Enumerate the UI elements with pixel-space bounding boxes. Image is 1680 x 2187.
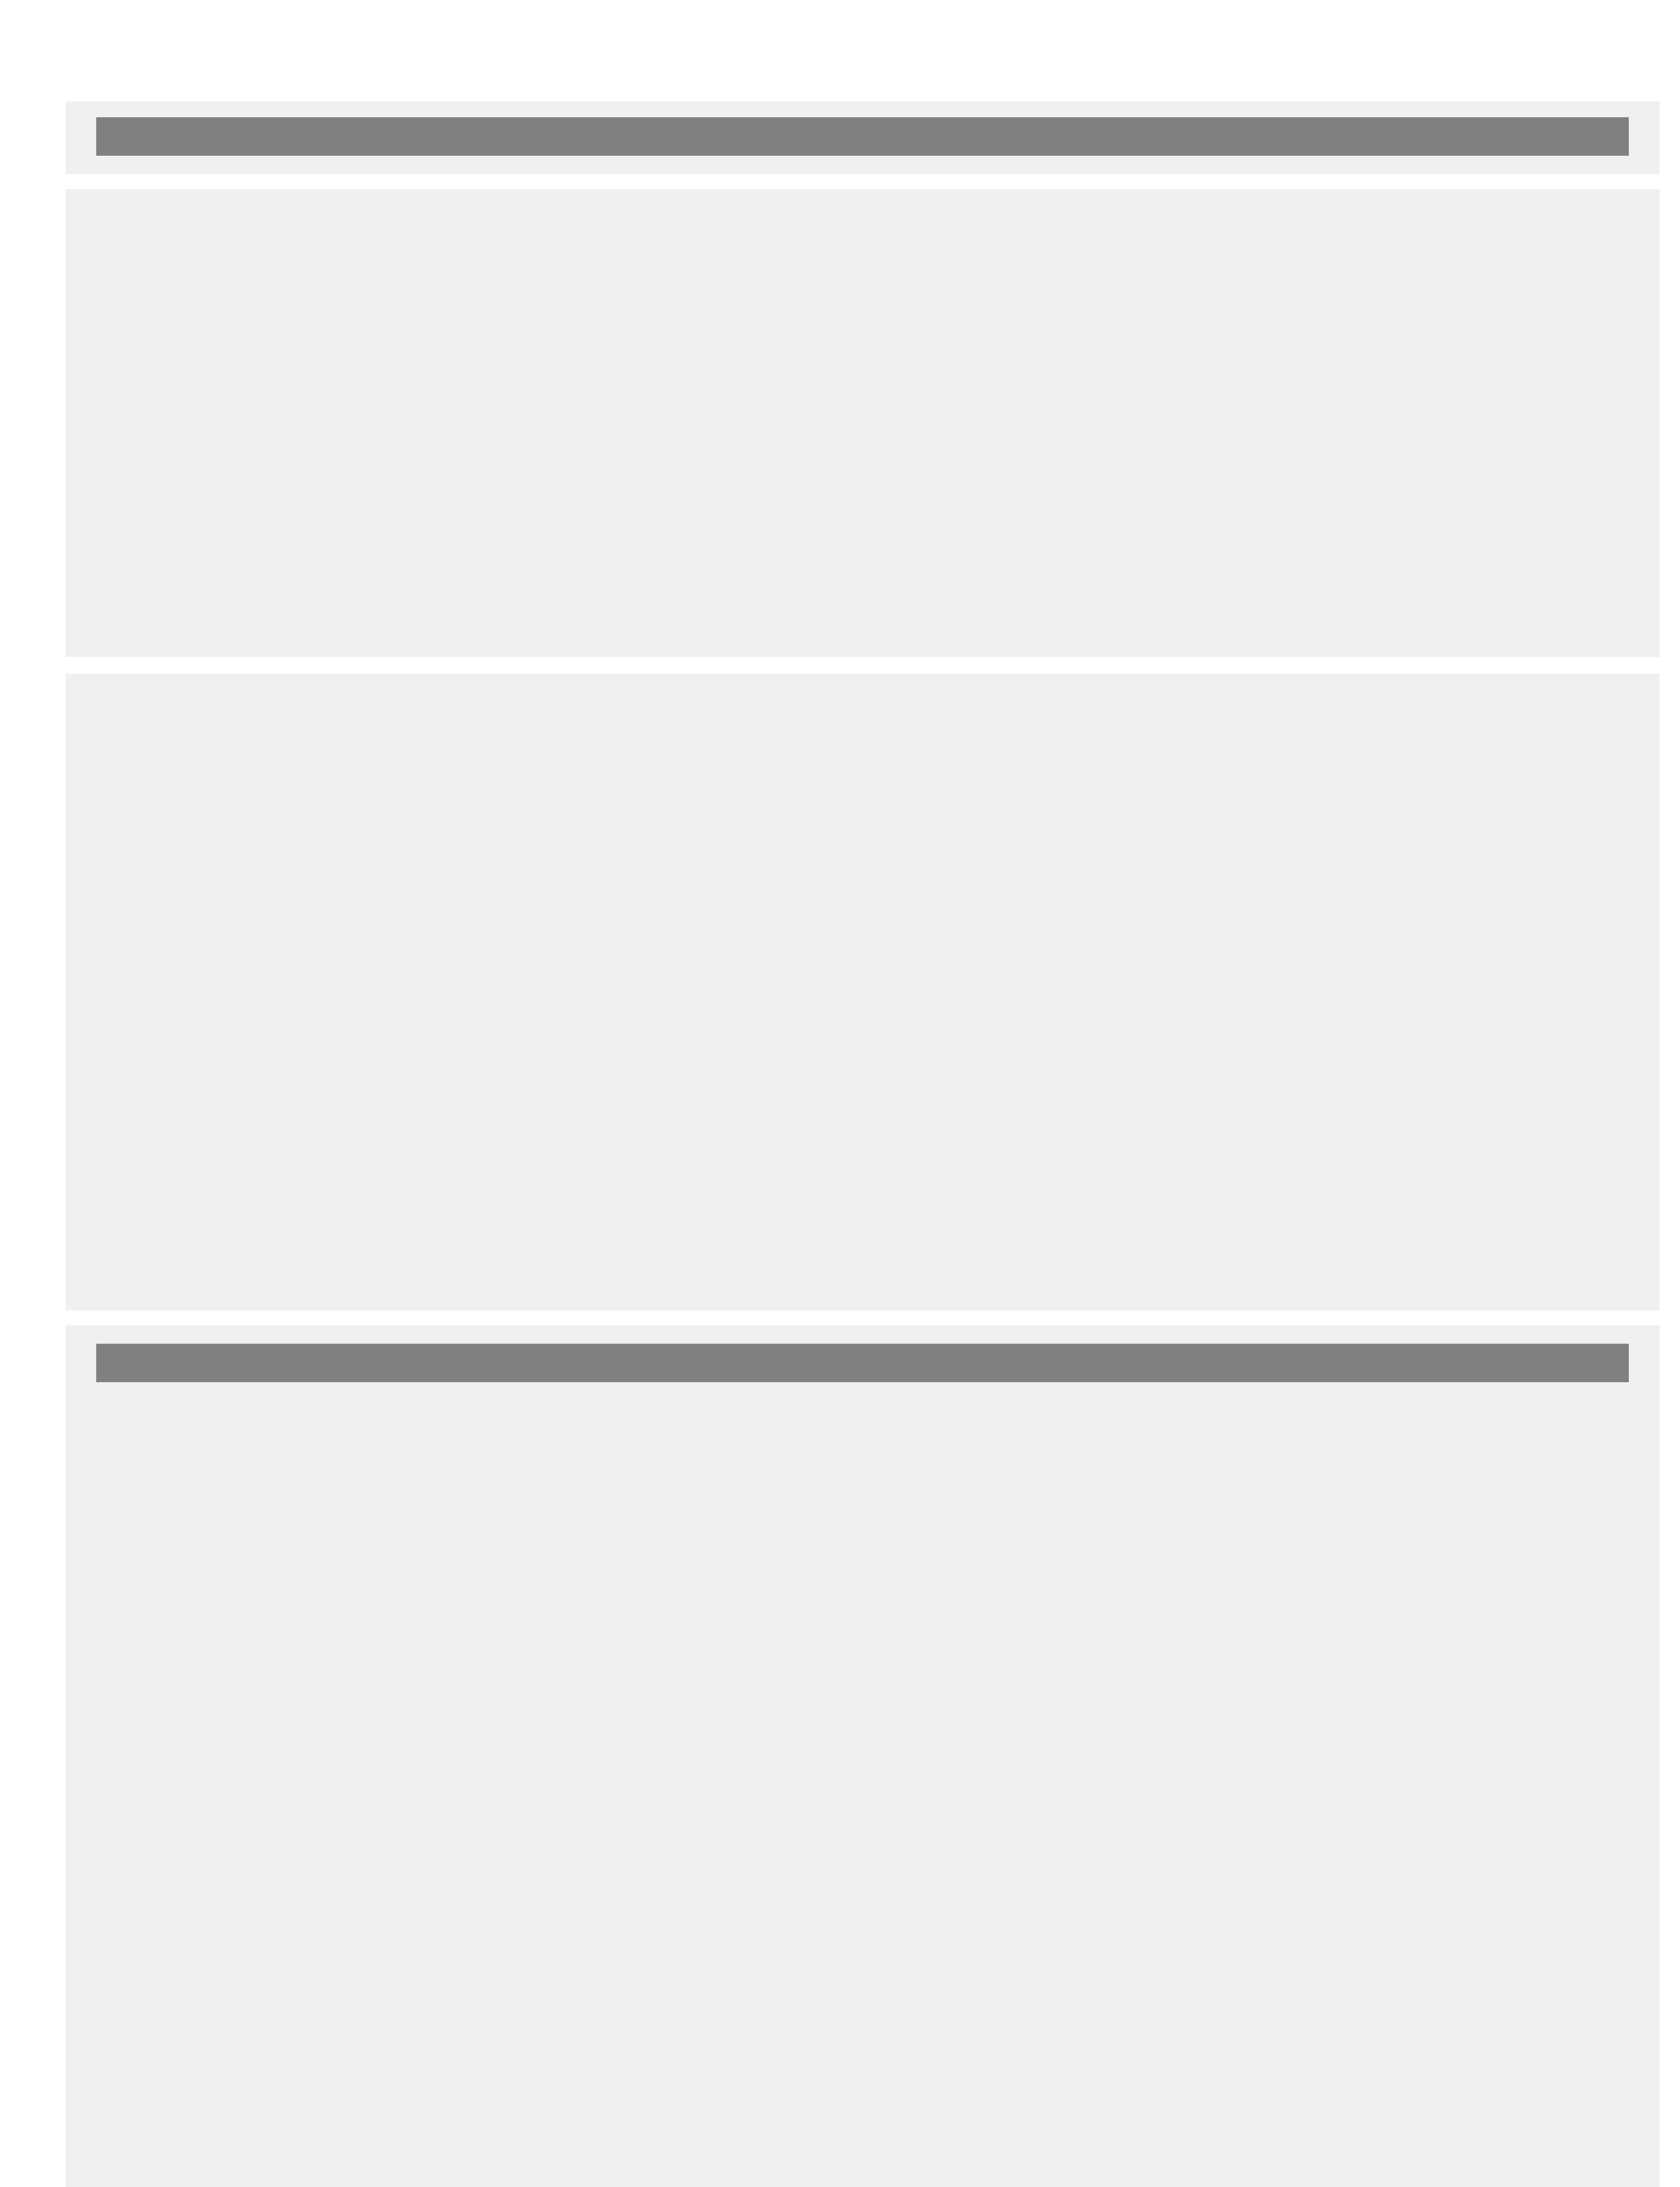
section6-title-panel [66,101,1659,174]
section7-title-bar [96,1344,1629,1382]
section6-title-bar [96,117,1629,156]
section7-panel [66,1325,1659,2187]
section6-retaining-panel [66,674,1659,1310]
section6-ties-panel [66,189,1659,657]
